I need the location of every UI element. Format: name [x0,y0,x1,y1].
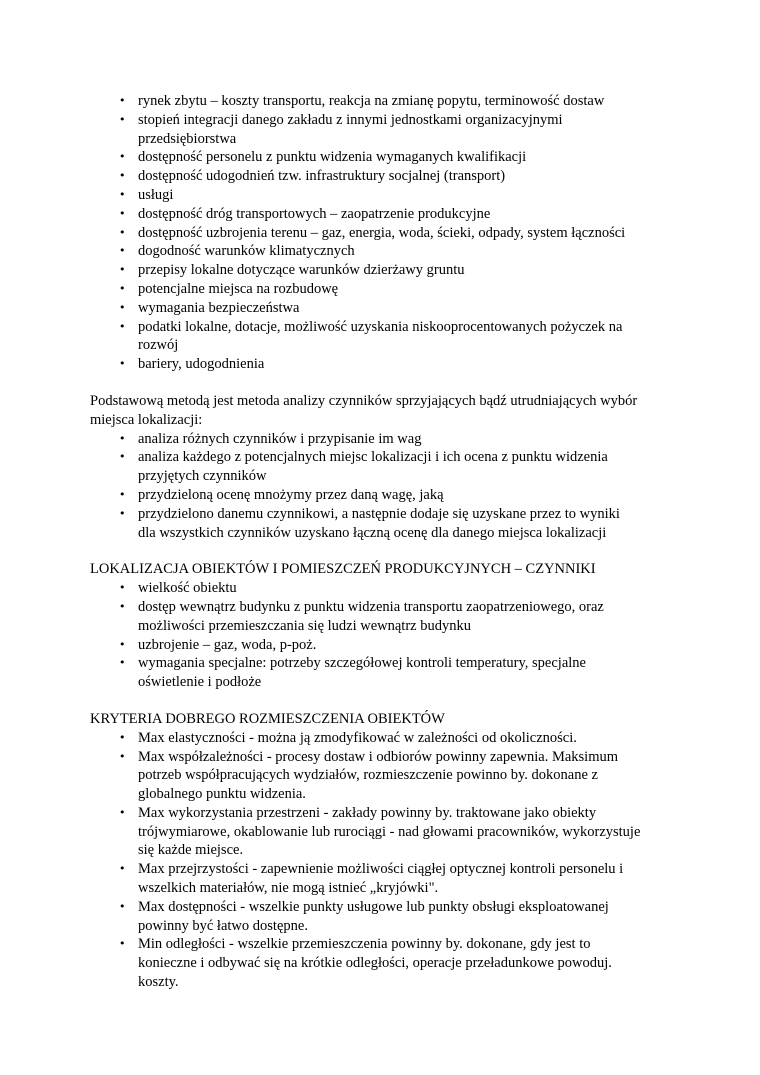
list-item: • wymagania specjalne: potrzeby szczegółowej kontroli temperatury, specjalne oświetlenie i podłoże [110,654,640,692]
method-steps-list [110,430,640,543]
list-item: • dostępność dróg transportowych – zaopatrzenie produkcyjne [110,205,650,224]
section-heading-objects: LOKALIZACJA OBIEKTÓW I POMIESZCZEŃ PRODUKCYJNYCH – CZYNNIKI [90,561,596,578]
location-factors-list [110,92,650,374]
document-page [90,92,670,992]
list-item: • bariery, udogodnienia [110,355,650,374]
list-item: • przydzieloną ocenę mnożymy przez daną wagę, jaką [110,486,640,505]
list-item: • Max elastyczności - można ją zmodyfikować w zależności od okoliczności. [110,729,650,748]
list-item: • dostępność personelu z punktu widzenia wymaganych kwalifikacji [110,148,650,167]
list-item: • wymagania bezpieczeństwa [110,299,650,318]
list-item: • Max wykorzystania przestrzeni - zakłady powinny by. traktowane jako obiekty trójwymiarowe, okablowanie lub rurociągi - nad głowami pracowników, wykorzystuje się każde miejsce. [110,804,650,860]
list-item: • Max współzależności - procesy dostaw i odbiorów powinny zapewnia. Maksimum potrzeb współpracujących wydziałów, rozmieszczenie powinno by. dokonane z globalnego punktu widzenia. [110,748,650,804]
list-item: • potencjalne miejsca na rozbudowę [110,280,650,299]
list-item: • podatki lokalne, dotacje, możliwość uzyskania niskooprocentowanych pożyczek na rozwój [110,318,650,356]
list-item: • dostępność udogodnień tzw. infrastruktury socjalnej (transport) [110,167,650,186]
list-item: • rynek zbytu – koszty transportu, reakcja na zmianę popytu, terminowość dostaw [110,92,650,111]
list-item: • Max przejrzystości - zapewnienie możliwości ciągłej optycznej kontroli personelu i wszelkich materiałów, nie mogą istnieć „kryjówki". [110,860,650,898]
list-item: • dogodność warunków klimatycznych [110,242,650,261]
list-item: • dostępność uzbrojenia terenu – gaz, energia, woda, ścieki, odpady, system łączności [110,224,650,243]
list-item: • analiza różnych czynników i przypisanie im wag [110,430,640,449]
object-factors-list [110,579,640,692]
list-item: • stopień integracji danego zakładu z innymi jednostkami organizacyjnymi przedsiębiorstwa [110,111,650,149]
list-item: • przepisy lokalne dotyczące warunków dzierżawy gruntu [110,261,650,280]
list-item: • Min odległości - wszelkie przemieszczenia powinny by. dokonane, gdy jest to konieczne i odbywać się na krótkie odległości, operacje przeładunkowe powoduj. koszty. [110,935,650,991]
method-paragraph: Podstawową metodą jest metoda analizy czynników sprzyjających bądź utrudniających wybór miejsca lokalizacji: [90,392,638,428]
list-item: • Max dostępności - wszelkie punkty usługowe lub punkty obsługi eksploatowanej powinny być łatwo dostępne. [110,898,650,936]
section-heading-criteria: KRYTERIA DOBREGO ROZMIESZCZENIA OBIEKTÓW [90,710,445,727]
list-item: • przydzielono danemu czynnikowi, a następnie dodaje się uzyskane przez to wyniki dla wszystkich czynników uzyskano łączną ocenę dla danego miejsca lokalizacji [110,505,640,543]
list-item: • analiza każdego z potencjalnych miejsc lokalizacji i ich ocena z punktu widzenia przyjętych czynników [110,448,640,486]
criteria-list [110,729,650,992]
list-item: • usługi [110,186,650,205]
list-item: • uzbrojenie – gaz, woda, p-poż. [110,636,640,655]
list-item: • dostęp wewnątrz budynku z punktu widzenia transportu zaopatrzeniowego, oraz możliwości przemieszczania się ludzi wewnątrz budynku [110,598,640,636]
list-item: • wielkość obiektu [110,579,640,598]
